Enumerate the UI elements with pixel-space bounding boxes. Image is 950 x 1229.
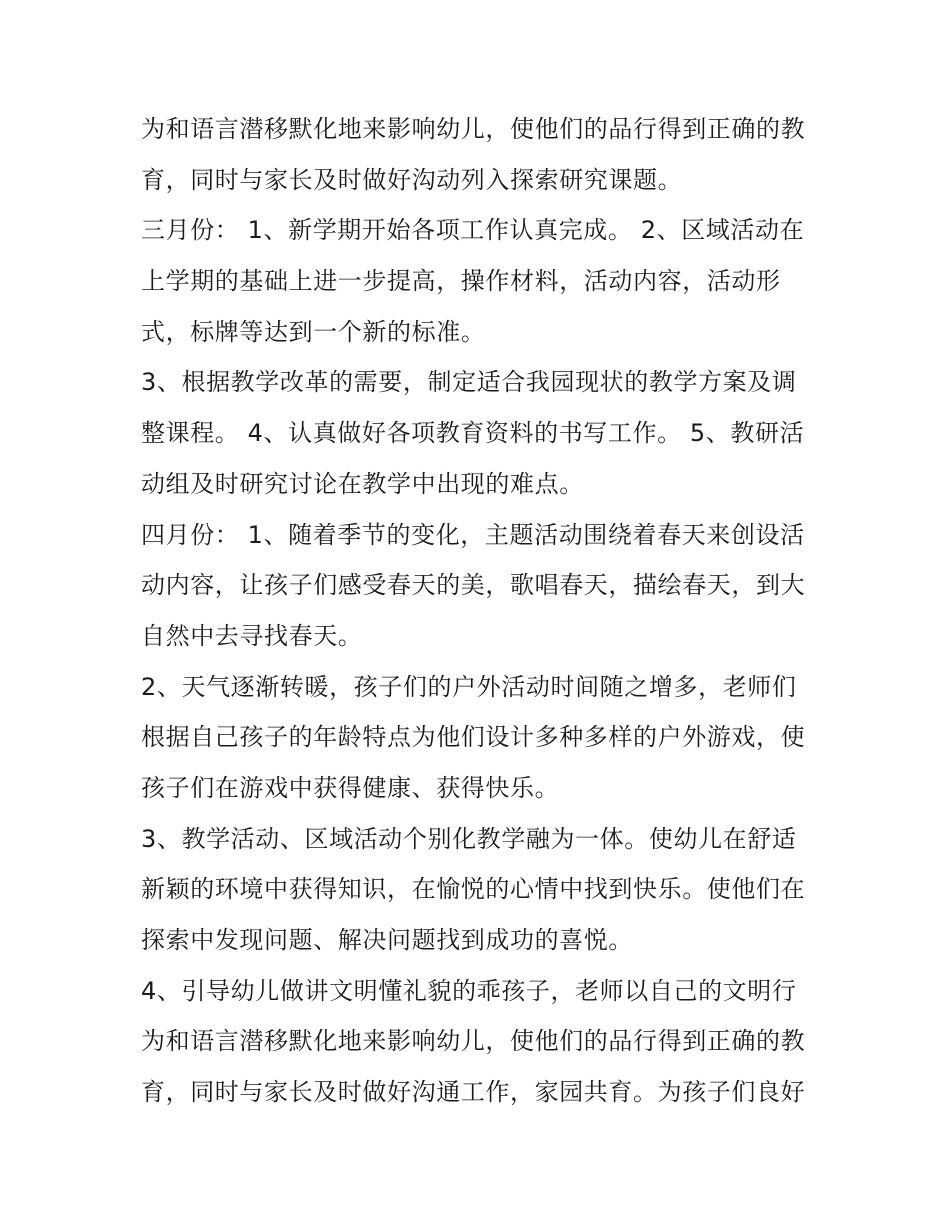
text-line: 四月份： 1、随着季节的变化，主题活动围绕着春天来创设活	[141, 520, 805, 549]
text-line: 为和语言潜移默化地来影响幼儿，使他们的品行得到正确的教	[141, 115, 806, 143]
text-line: 自然中去寻找春天。	[141, 621, 363, 650]
document-body	[141, 104, 821, 1118]
text-line: 3、根据教学改革的需要，制定适合我园现状的教学方案及调	[141, 368, 797, 397]
text-line: 探索中发现问题、解决问题找到成功的喜悦。	[141, 926, 633, 954]
text-line: 动组及时研究讨论在教学中出现的难点。	[141, 469, 584, 498]
text-line: 新颖的环境中获得知识，在愉悦的心情中找到快乐。使他们在	[141, 875, 806, 904]
text-line: 育，同时与家长及时做好沟通工作，家园共育。为孩子们良好	[141, 1078, 806, 1107]
text-line: 上学期的基础上进一步提高，操作材料，活动内容，活动形	[141, 267, 781, 296]
text-line: 根据自己孩子的年龄特点为他们设计多种多样的户外游戏，使	[141, 723, 806, 752]
text-line: 整课程。 4、认真做好各项教育资料的书写工作。 5、教研活	[141, 419, 805, 448]
text-line: 4、引导幼儿做讲文明懂礼貌的乖孩子，老师以自己的文明行	[141, 976, 797, 1005]
text-line: 2、天气逐渐转暖，孩子们的户外活动时间随之增多，老师们	[141, 672, 797, 701]
text-line: 动内容，让孩子们感受春天的美，歌唱春天，描绘春天，到大	[141, 571, 806, 600]
text-line: 3、教学活动、区域活动个别化教学融为一体。使幼儿在舒适	[141, 824, 797, 853]
text-line: 育，同时与家长及时做好沟动列入探索研究课题。	[141, 165, 683, 194]
text-line: 孩子们在游戏中获得健康、获得快乐。	[141, 773, 560, 802]
text-line: 为和语言潜移默化地来影响幼儿，使他们的品行得到正确的教	[141, 1027, 806, 1056]
text-line: 三月份： 1、新学期开始各项工作认真完成。 2、区域活动在	[141, 216, 805, 245]
text-line: 式，标牌等达到一个新的标准。	[141, 317, 486, 346]
